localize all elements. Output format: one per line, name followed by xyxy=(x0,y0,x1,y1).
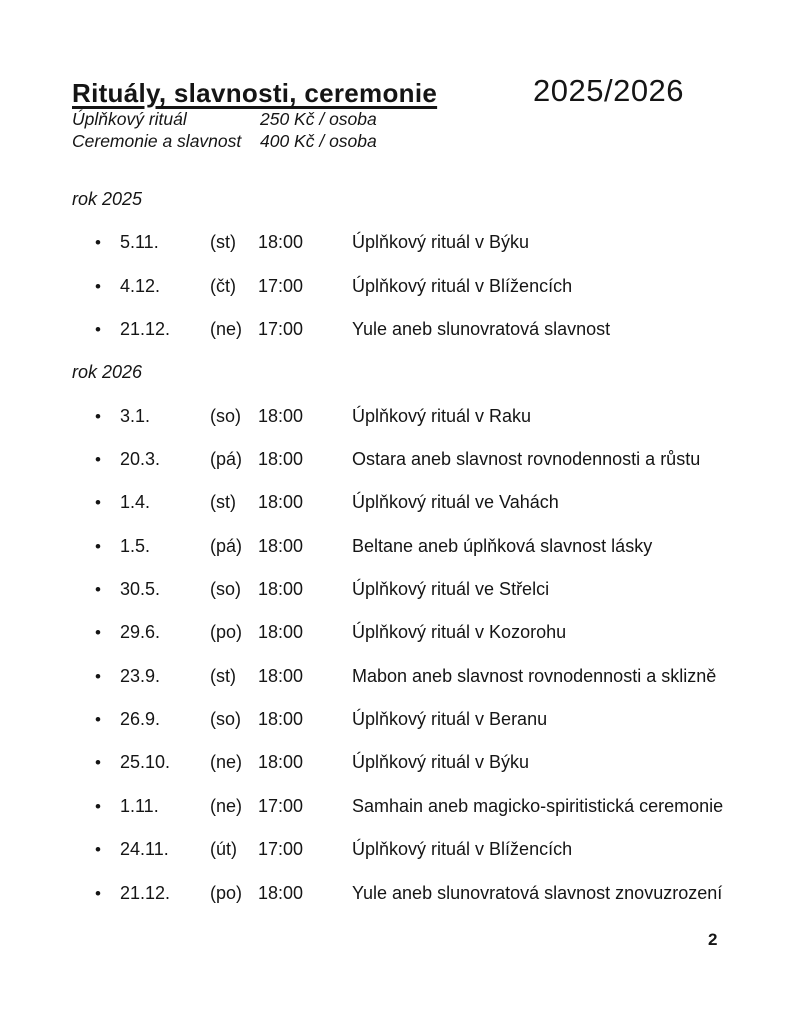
event-row xyxy=(0,493,791,536)
event-time: 18:00 xyxy=(258,665,304,686)
event-time: 18:00 xyxy=(258,232,304,253)
event-time: 18:00 xyxy=(258,492,304,513)
event-date: 1.11. xyxy=(120,795,159,816)
event-title: Úplňkový rituál ve Střelci xyxy=(352,579,550,600)
section-heading: rok 2026 xyxy=(72,362,143,383)
event-time: 18:00 xyxy=(258,622,304,643)
bullet-icon: • xyxy=(95,580,101,600)
event-title: Úplňkový rituál v Blížencích xyxy=(352,275,573,296)
bullet-icon: • xyxy=(95,883,101,903)
event-title: Mabon aneb slavnost rovnodennosti a sklizně xyxy=(352,665,717,686)
event-row xyxy=(0,753,791,796)
event-date: 1.5. xyxy=(120,535,151,556)
event-row xyxy=(0,667,791,710)
bullet-icon: • xyxy=(95,666,101,686)
event-time: 17:00 xyxy=(258,275,304,296)
event-weekday: (st) xyxy=(210,492,236,513)
event-time: 18:00 xyxy=(258,579,304,600)
event-time: 18:00 xyxy=(258,882,304,903)
event-weekday: (út) xyxy=(210,839,237,860)
event-title: Úplňkový rituál v Kozorohu xyxy=(352,622,567,643)
bullet-icon: • xyxy=(95,450,101,470)
event-title: Úplňkový rituál v Beranu xyxy=(352,709,548,730)
event-weekday: (čt) xyxy=(210,275,236,296)
event-title: Samhain aneb magicko-spiritistická ceremonie xyxy=(352,795,724,816)
event-time: 17:00 xyxy=(258,319,304,340)
bullet-icon: • xyxy=(95,233,101,253)
event-date: 29.6. xyxy=(120,622,161,643)
event-title: Yule aneb slunovratová slavnost xyxy=(352,319,611,340)
bullet-icon: • xyxy=(95,753,101,773)
section-heading: rok 2025 xyxy=(72,189,143,209)
price-item-label: Úplňkový rituál xyxy=(72,109,187,129)
event-row xyxy=(0,320,791,363)
event-date: 21.12. xyxy=(120,319,171,340)
bullet-icon: • xyxy=(95,796,101,816)
event-row xyxy=(0,623,791,666)
event-weekday: (so) xyxy=(210,579,241,600)
event-time: 18:00 xyxy=(258,535,304,556)
event-title: Beltane aneb úplňková slavnost lásky xyxy=(352,535,653,556)
event-weekday: (po) xyxy=(210,622,243,643)
event-weekday: (so) xyxy=(210,709,241,730)
bullet-icon: • xyxy=(95,536,101,556)
event-title: Úplňkový rituál v Blížencích xyxy=(352,839,573,860)
event-time: 18:00 xyxy=(258,709,304,730)
event-row xyxy=(0,450,791,493)
event-weekday: (po) xyxy=(210,882,243,903)
event-date: 23.9. xyxy=(120,665,161,686)
event-time: 18:00 xyxy=(258,449,304,470)
price-row xyxy=(72,131,377,153)
price-item-value: 250 Kč / osoba xyxy=(260,109,377,129)
event-weekday: (pá) xyxy=(210,535,243,556)
event-weekday: (pá) xyxy=(210,449,243,470)
event-date: 20.3. xyxy=(120,449,161,470)
event-date: 4.12. xyxy=(120,275,161,296)
event-row xyxy=(0,407,791,450)
bullet-icon: • xyxy=(95,406,101,426)
price-item-value: 400 Kč / osoba xyxy=(260,130,377,151)
page-number: 2 xyxy=(708,930,718,949)
event-time: 17:00 xyxy=(258,795,304,816)
bullet-icon: • xyxy=(95,710,101,730)
bullet-icon: • xyxy=(95,840,101,860)
event-title: Ostara aneb slavnost rovnodennosti a růstu xyxy=(352,449,701,470)
event-title: Úplňkový rituál v Býku xyxy=(352,232,530,253)
event-time: 18:00 xyxy=(258,752,304,773)
event-weekday: (ne) xyxy=(210,319,243,340)
event-date: 30.5. xyxy=(120,579,161,600)
year-range: 2025/2026 xyxy=(533,73,685,108)
event-title: Úplňkový rituál v Raku xyxy=(352,405,532,426)
event-row xyxy=(0,580,791,623)
bullet-icon: • xyxy=(95,493,101,513)
event-weekday: (so) xyxy=(210,405,241,426)
event-date: 3.1. xyxy=(120,405,151,426)
event-weekday: (ne) xyxy=(210,795,243,816)
event-schedule xyxy=(0,190,791,927)
event-row xyxy=(0,884,791,927)
event-date: 25.10. xyxy=(120,752,171,773)
event-title: Úplňkový rituál v Býku xyxy=(352,752,530,773)
bullet-icon: • xyxy=(95,276,101,296)
event-weekday: (ne) xyxy=(210,752,243,773)
event-date: 24.11. xyxy=(120,839,169,860)
event-date: 5.11. xyxy=(120,232,159,253)
price-row xyxy=(72,109,377,131)
event-row xyxy=(0,710,791,753)
event-weekday: (st) xyxy=(210,232,236,253)
event-title: Yule aneb slunovratová slavnost znovuzrození xyxy=(352,882,723,903)
event-time: 18:00 xyxy=(258,405,304,426)
bullet-icon: • xyxy=(95,320,101,340)
event-time: 17:00 xyxy=(258,839,304,860)
price-item-label: Ceremonie a slavnost xyxy=(72,130,242,151)
event-title: Úplňkový rituál ve Vahách xyxy=(352,492,559,513)
event-row xyxy=(0,797,791,840)
event-date: 1.4. xyxy=(120,492,151,513)
event-date: 21.12. xyxy=(120,882,171,903)
event-weekday: (st) xyxy=(210,665,236,686)
event-date: 26.9. xyxy=(120,709,161,730)
price-list xyxy=(72,109,377,152)
event-row xyxy=(0,537,791,580)
event-row xyxy=(0,840,791,883)
event-row xyxy=(0,233,791,276)
event-row xyxy=(0,277,791,320)
bullet-icon: • xyxy=(95,623,101,643)
page-title: Rituály, slavnosti, ceremonie xyxy=(72,78,438,108)
